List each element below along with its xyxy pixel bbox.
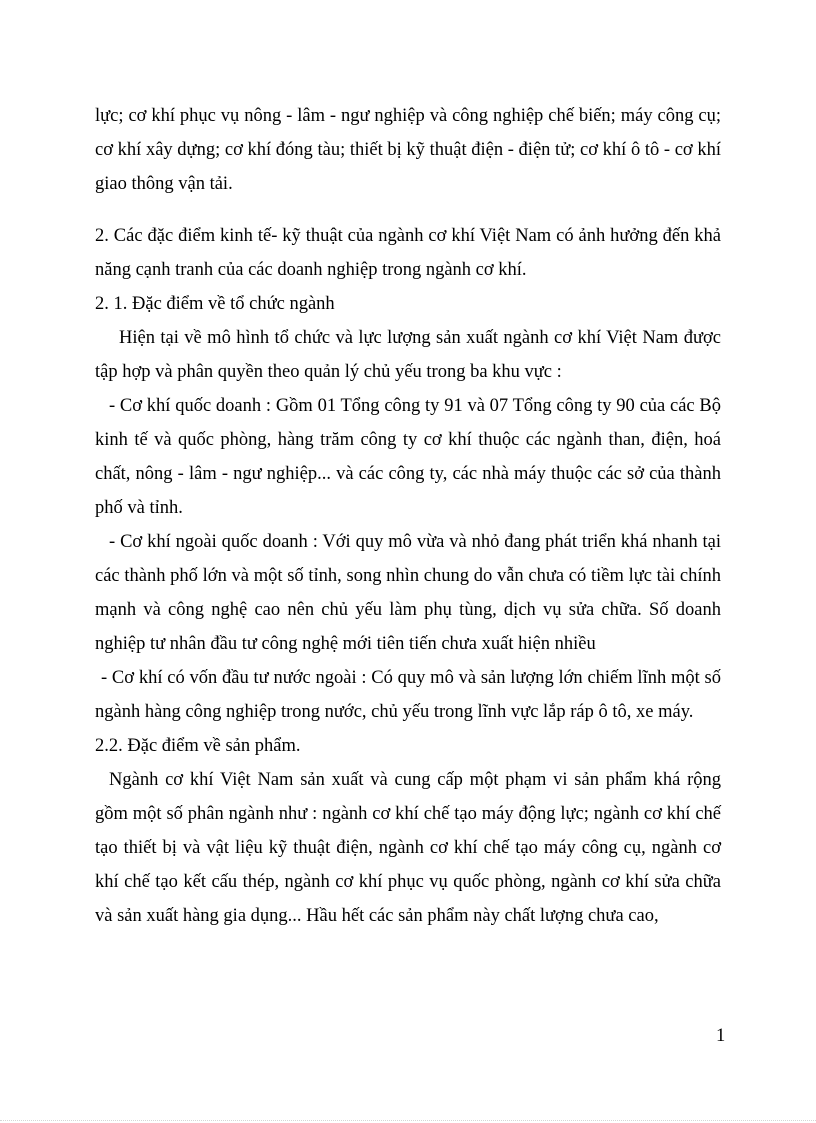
bullet-non-state: - Cơ khí ngoài quốc doanh : Với quy mô vừa và nhỏ đang phát triển khá nhanh tại các thành phố lớn và một số tỉnh, song nhìn chung do vẫn chưa có tiềm lực tài chính mạnh và công nghệ cao nên chủ yếu làm phụ tùng, dịch vụ sửa chữa. Số doanh nghiệp tư nhân đầu tư công nghệ mới tiên tiến chưa xuất hiện nhiều bbox=[95, 532, 721, 654]
section-heading-2: 2. Các đặc điểm kinh tế- kỹ thuật của ngành cơ khí Việt Nam có ảnh hưởng đến khả năng cạnh tranh của các doanh nghiệp trong ngành cơ khí. bbox=[95, 226, 721, 280]
paragraph-products: Ngành cơ khí Việt Nam sản xuất và cung cấp một phạm vi sản phẩm khá rộng gồm một số phân ngành như : ngành cơ khí chế tạo máy động lực; ngành cơ khí chế tạo thiết bị và vật liệu kỹ thuật điện, ngành cơ khí chế tạo máy công cụ, ngành cơ khí chế tạo kết cấu thép, ngành cơ khí phục vụ quốc phòng, ngành cơ khí sửa chữa và sản xuất hàng gia dụng... Hầu hết các sản phẩm này chất lượng chưa cao, bbox=[95, 770, 721, 926]
paragraph-org-intro: Hiện tại về mô hình tổ chức và lực lượng sản xuất ngành cơ khí Việt Nam được tập hợp và phân quyền theo quản lý chủ yếu trong ba khu vực : bbox=[95, 328, 721, 382]
bullet-foreign-invested: - Cơ khí có vốn đầu tư nước ngoài : Có quy mô và sản lượng lớn chiếm lĩnh một số ngành hàng công nghiệp trong nước, chủ yếu trong lĩnh vực lắp ráp ô tô, xe máy. bbox=[95, 668, 721, 722]
paragraph-gap bbox=[95, 201, 721, 219]
subsection-heading-2-2: 2.2. Đặc điểm về sản phẩm. bbox=[95, 736, 301, 756]
body-text bbox=[95, 99, 721, 933]
page-number: 1 bbox=[716, 1026, 726, 1046]
bullet-state-owned: - Cơ khí quốc doanh : Gồm 01 Tổng công ty 91 và 07 Tổng công ty 90 của các Bộ kinh tế và quốc phòng, hàng trăm công ty cơ khí thuộc các ngành than, điện, hoá chất, nông - lâm - ngư nghiệp... và các công ty, các nhà máy thuộc các sở của thành phố và tỉnh. bbox=[95, 396, 721, 518]
paragraph-intro-continuation: lực; cơ khí phục vụ nông - lâm - ngư nghiệp và công nghiệp chế biến; máy công cụ; cơ khí xây dựng; cơ khí đóng tàu; thiết bị kỹ thuật điện - điện tử; cơ khí ô tô - cơ khí giao thông vận tải. bbox=[95, 106, 721, 194]
subsection-heading-2-1: 2. 1. Đặc điểm về tổ chức ngành bbox=[95, 294, 335, 314]
page-bottom-divider bbox=[0, 1120, 816, 1121]
